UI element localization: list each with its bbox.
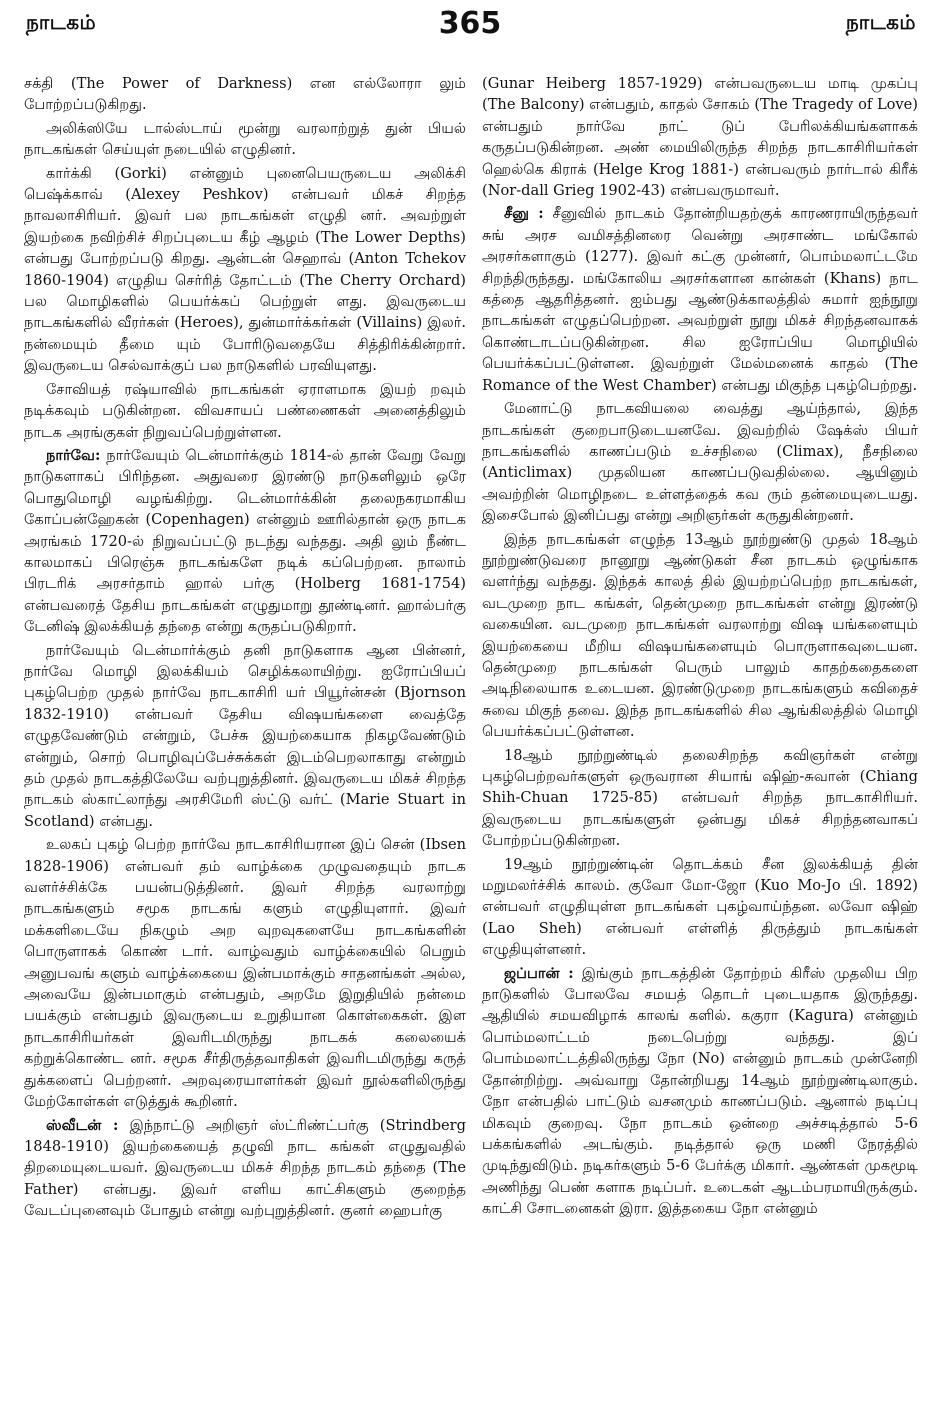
paragraph-text: 18ஆம் நூற்றுண்டில் தலைசிறந்த கவிஞர்கள் என்று புகழ்பெற்றவர்களுள் ஒருவரான சியாங் ஷிஹ்-சுவான் (Chiang Shih-Chuan 1725-85) என்பவர் சிறந்த நாடகாசிரியர். இவருடைய நாடகங்களுள் ஒன்பது மிகச் சிறந்தனவாகப் போற்றப்படுகின்றன. (482, 746, 918, 850)
paragraph-text: இங்கும் நாடகத்தின் தோற்றம் கிரீஸ் முதலிய பிற நாடுகளில் போலவே சமயத் தொடர் புடையதாக இருந்தது. ஆதியில் சமயவிழாக் காலங் களில். ககுரா (Kagura) என்னும் பொம்மலாட்டம் நடைபெற்று வந்தது. இப் பொம்மலாட்டத்திலிருந்து நோ (No) என்னும் நாடகம் முன்னேறி தோன்றிற்று. அவ்வாறு தோன்றியது 14ஆம் நூற்றுண்டிலாகும். நோ என்பதில் பாட்டும் வசனமும் காணப்படும். ஆனால் நடிப்பு மிகவும் குறைவு. நோ நாடகம் ஒன்றை அச்சடித்தால் 5-6 பக்கங்களில் அடங்கும். நடித்தால் ஒரு மணி நேரத்தில் முடிந்துவிடும். நடிகர்களும் 5-6 பேர்க்கு மிகார். ஆண்கள் முகமூடி அணிந்து பெண் களாக நடிப்பர். உடைகள் ஆடம்பரமாயிருக்கும். காட்சி சோடனைகள் இரா. இத்தகைய நோ என்னும் (482, 964, 918, 1218)
paragraph-text: (Gunar Heiberg 1857-1929) என்பவருடைய மாடி முகப்பு (The Balcony) என்பதும், காதல் சோகம் (The Tragedy of Love) என்பதும் நார்வே நாட் டுப் பேரிலக்கியங்களாகக் கருதப்படுகின்றன. அண் மையிலிருந்த சிறந்த நாடகாசிரியர்கள் ஹெல்கெ கிராக் (Helge Krog 1881-) என்பவரும் நார்டால் கிரீக் (Nor-dall Grieg 1902-43) என்பவருமாவர். (482, 75, 918, 200)
page-header (0, 0, 940, 70)
paragraph-text: சக்தி (The Power of Darkness) என எல்லோரா லும் போற்றப்படுகிறது. (24, 75, 466, 114)
paragraph-text: இந்த நாடகங்கள் எழுந்த 13ஆம் நூற்றுண்டு முதல் 18ஆம் நூற்றுண்டுவரை நானூறு ஆண்டுகள் சீன நாடகம் ஒழுங்காக வளர்ந்து வந்தது. இந்தக் காலத் தில் இயற்றப்பெற்ற நாடகங்கள், வடமுறை நாட கங்கள், தென்முறை நாடகங்கள் என்று இரண்டு வகையின. வடமுறை நாடகங்கள் வரலாற்று விஷ யங்களையும் இயற்கையை மீறிய விஷயங்களையும் பொருளாகவுடையன. தென்முறை நாடகங்கள் பெரும் பாலும் காதற்கதைகளை அடிநிலையாக உடையன. இரண்டுமுறை நாடகங்களும் கவிதைச் சுவை மிகுந் தவை. இந்த நாடகங்களில் சில ஆங்கிலத்தில் மொழி பெயர்க்கப்பட்டுள்ளன. (482, 530, 918, 741)
right-paragraph (482, 854, 918, 961)
running-title-right: நாடகம் (845, 10, 916, 34)
right-paragraph (482, 203, 918, 396)
paragraph-text: 19ஆம் நூற்றுண்டின் தொடக்கம் சீன இலக்கியத் தின் மறுமலர்ச்சிக் காலம். குவோ மோ-ஜோ (Kuo Mo-Jo பி. 1892) என்பவர் எழுதியுள்ள நாடகங்கள் புகழ்வாய்ந்தன. லவோ ஷிஹ் (Lao Sheh) என்பவர் எள்ளித் திருத்தும் நாடகங்கள் எழுதியுள்ளனர். (482, 855, 918, 959)
paragraph-text: கார்க்கி (Gorki) என்னும் புனைபெயருடைய அலிக்சி பெஷ்க்காவ் (Alexey Peshkov) என்பவர் மிகச் சிறந்த நாவலாசிரியர். இவர் பல நாடகங்கள் எழுதி னர். அவற்றுள் இயற்கை நவிற்சிச் சிறப்புடைய கீழ் ஆழம் (The Lower Depths) என்பது போற்றப்படு கிறது. ஆன்டன் செஹாவ் (Anton Tchekov 1860-1904) எழுதிய செர்ரித் தோட்டம் (The Cherry Orchard) பல மொழிகளில் பெயர்க்கப் பெற்றுள் ளது. இவருடைய நாடகங்களில் வீரர்கள் (Heroes), துன்மார்க்கர்கள் (Villains) இலர். நன்மையும் தீமை யும் போரிடுவதையே சித்திரிக்கின்றார். இவருடைய செல்வாக்குப் பல நாடுகளில் பரவியுளது. (24, 164, 466, 375)
paragraph-text: நார்வேயும் டென்மார்க்கும் தனி நாடுகளாக ஆன பின்னர், நார்வே மொழி இலக்கியம் செழிக்கலாயிற்று. ஐரோப்பியப் புகழ்பெற்ற முதல் நார்வே நாடகாசிரி யர் பியூர்ன்சன் (Bjornson 1832-1910) என்பவர் தேசிய விஷயங்களை வைத்தே எழுதவேண்டும் என்றும், பேச்சு இயற்கையாக நிகழவேண்டும் என்றும், சொற் பொழிவுப்பேச்சுக்கள் இடம்பெறலாகாது என்றும் தம் முதல் நாடகத்திலேயே வற்புறுத்தினர். இவருடைய மிகச் சிறந்த நாடகம் ஸ்காட்லாந்து அரசிமேரி ஸ்ட்டு வர்ட் (Marie Stuart in Scotland) என்பது. (24, 641, 466, 830)
section-heading: நார்வே: (46, 446, 101, 464)
left-paragraph (24, 1115, 466, 1222)
left-column (24, 73, 466, 1423)
left-paragraph (24, 834, 466, 1112)
left-paragraph (24, 640, 466, 833)
section-heading: சீனு : (504, 205, 544, 223)
left-paragraph (24, 73, 466, 116)
paragraph-text: அலிக்ஸியே டால்ஸ்டாய் மூன்று வரலாற்றுத் துன் பியல் நாடகங்கள் செய்யுள் நடையில் எழுதினர். (24, 119, 466, 159)
paragraph-text: உலகப் புகழ் பெற்ற நார்வே நாடகாசிரியரான இப் சென் (Ibsen 1828-1906) என்பவர் தம் வாழ்க்கை முழுவதையும் நாடக வளர்ச்சிக்கே பயன்படுத்தினர். இவர் சிறந்த வரலாற்று நாடகங்களும் சமூக நாடகங் களும் எழுதியுளார். இவர் மக்களிடையே நிகழும் அற வுறவுகளையே நாடகங்களின் பொருளாகக் கொண் டார். வாழ்வதும் வாழ்க்கையில் பெறும் அனுபவங் களும் வாழ்க்கையை இன்பமாக்கும் சாதனங்கள் அல்ல, அவையே இன்பமாகும் என்பதும், அறமே இறுதியில் நன்மை பயக்கும் என்பதும் இவருடைய உறுதியான கொள்கைகள். இள நாடகாசிரியர்கள் இவரிடமிருந்து நாடகக் கலையைக் கற்றுக்கொண்ட னர். சமூக சீர்திருத்தவாதிகள் இவரிடமிருந்து கருத் துக்களைப் பெற்றனர். அறவுரையாளர்கள் இவர் நூல்களிலிருந்து மேற்கோள்கள் எடுத்துக் கூறினர். (24, 836, 466, 1111)
paragraph-text: நார்வேயும் டென்மார்க்கும் 1814-ல் தான் வேறு வேறு நாடுகளாகப் பிரிந்தன. அதுவரை இரண்டு நாடுகளிலும் ஒரே பொதுமொழி வழங்கிற்று. டென்மார்க்கின் தலைநகரமாகிய கோப்பன்ஹேகன் (Copenhagen) என்னும் ஊரில்தான் ஒரு நாடக அரங்கம் 1720-ல் நிறுவப்பட்டு நடந்து வந்தது. அதி லும் நீண்ட காலமாகப் பிரெஞ்சு நாடகங்களே நடிக் கப்பெற்றன. நாலாம் பிரடரிக் அரசர்தாம் ஹால் பர்கு (Holberg 1681-1754) என்பவரைத் தேசிய நாடகங்கள் எழுதுமாறு தூண்டினர். ஹால்பர்கு டேனிஷ் இலக்கியத் தந்தை என்று கருதப்படுகிறார். (24, 446, 466, 636)
right-paragraph (482, 398, 918, 526)
left-paragraph (24, 163, 466, 377)
right-column (482, 73, 918, 1423)
right-paragraph (482, 73, 918, 201)
left-paragraph (24, 118, 466, 161)
running-title-left: நாடகம் (26, 10, 97, 34)
section-heading: ஸ்வீடன் : (46, 1116, 119, 1134)
right-paragraph (482, 963, 918, 1220)
left-paragraph (24, 379, 466, 443)
page-number: 365 (438, 6, 502, 41)
right-paragraph (482, 745, 918, 852)
right-paragraph (482, 529, 918, 743)
section-heading: ஜப்பான் : (504, 964, 574, 982)
left-paragraph (24, 445, 466, 638)
paragraph-text: மேனாட்டு நாடகவியலை வைத்து ஆய்ந்தால், இந்த நாடகங்கள் குறைபாடுடையனவே. இவற்றில் ஷேக்ஸ் பியர் நாடகங்களில் காணப்படும் உச்சநிலை (Climax), நீசநிலை (Anticlimax) முதலியன காணப்படுவதில்லை. ஆயினும் அவற்றின் மொழிநடை உள்ளத்தைக் கவ ரும் தன்மையுடையது. இசைபோல் இனிப்பது என்று அறிஞர்கள் கருதுகின்றனர். (482, 400, 918, 525)
paragraph-text: சீனுவில் நாடகம் தோன்றியதற்குக் காரணராயிருந்தவர் சுங் அரச வமிசத்தினரை வென்று அரசாண்ட மங்கோல் அரசர்களாகும் (1277). இவர் கட்கு முன்னர், பொம்மலாட்டமே சிறந்திருந்தது. மங்கோலிய அரசர்களான கான்கள் (Khans) நாட கத்தை ஆதரித்தனர். ஐம்பது ஆண்டுக்காலத்தில் சுமார் ஐந்நூறு நாடகங்கள் எழுதப்பெற்றன. அவற்றுள் நூறு மிகச் சிறந்தனவாகக் கொண்டாடப்படுகின்றன. சில ஐரோப்பிய மொழியில் பெயர்க்கப்பட்டுள்ளன. இவற்றுள் மேல்மனைக் காதல் (The Romance of the West Chamber) என்பது மிகுந்த புகழ்பெற்றது. (482, 205, 918, 394)
paragraph-text: சோவியத் ரஷ்யாவில் நாடகங்கள் ஏராளமாக இயற் றவும் நடிக்கவும் படுகின்றன. விவசாயப் பண்ணைகள் அனைத்திலும் நாடக அரங்குகள் நிறுவப்பெற்றுள்ளன. (24, 380, 466, 441)
paragraph-text: இந்நாட்டு அறிஞர் ஸ்ட்ரிண்ட்பர்கு (Strindberg 1848-1910) இயற்கையைத் தழுவி நாட கங்கள் எழுதுவதில் திறமையுடையவர். இவருடைய மிகச் சிறந்த நாடகம் தந்தை (The Father) என்பது. இவர் எளிய காட்சிகளும் குறைந்த வேடப்புனைவும் போதும் என்று வற்புறுத்தினர். குனர் ஹைபர்கு (24, 1116, 466, 1220)
